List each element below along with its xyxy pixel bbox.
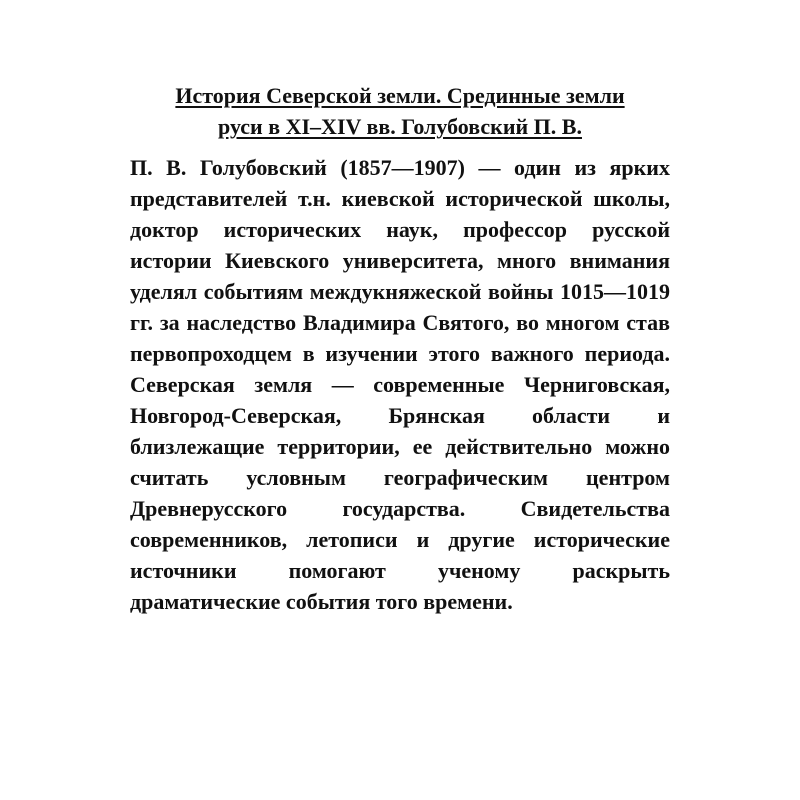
book-title-line-2: руси в XI–XIV вв. Голубовский П. В. <box>218 114 582 139</box>
description-block <box>130 80 670 617</box>
book-description-text: П. В. Голубовский (1857—1907) — один из ярких представителей т.н. киевской исторической школы, доктор исторических наук, профессор русской истории Киевского университета, много внимания уделял событиям междукняжеской войны 1015—1019 гг. за наследство Владимира Святого, во многом став первопроходцем в изучении этого важного периода. Северская земля — современные Черниговская, Новгород-Северская, Брянская области и близлежащие территории, ее действительно можно считать условным географическим центром Древнерусского государства. Свидетельства современников, летописи и другие исторические источники помогают ученому раскрыть драматические события того времени. <box>130 155 670 614</box>
book-title-line-1: История Северской земли. Срединные земли <box>175 83 625 108</box>
book-title <box>130 80 670 142</box>
